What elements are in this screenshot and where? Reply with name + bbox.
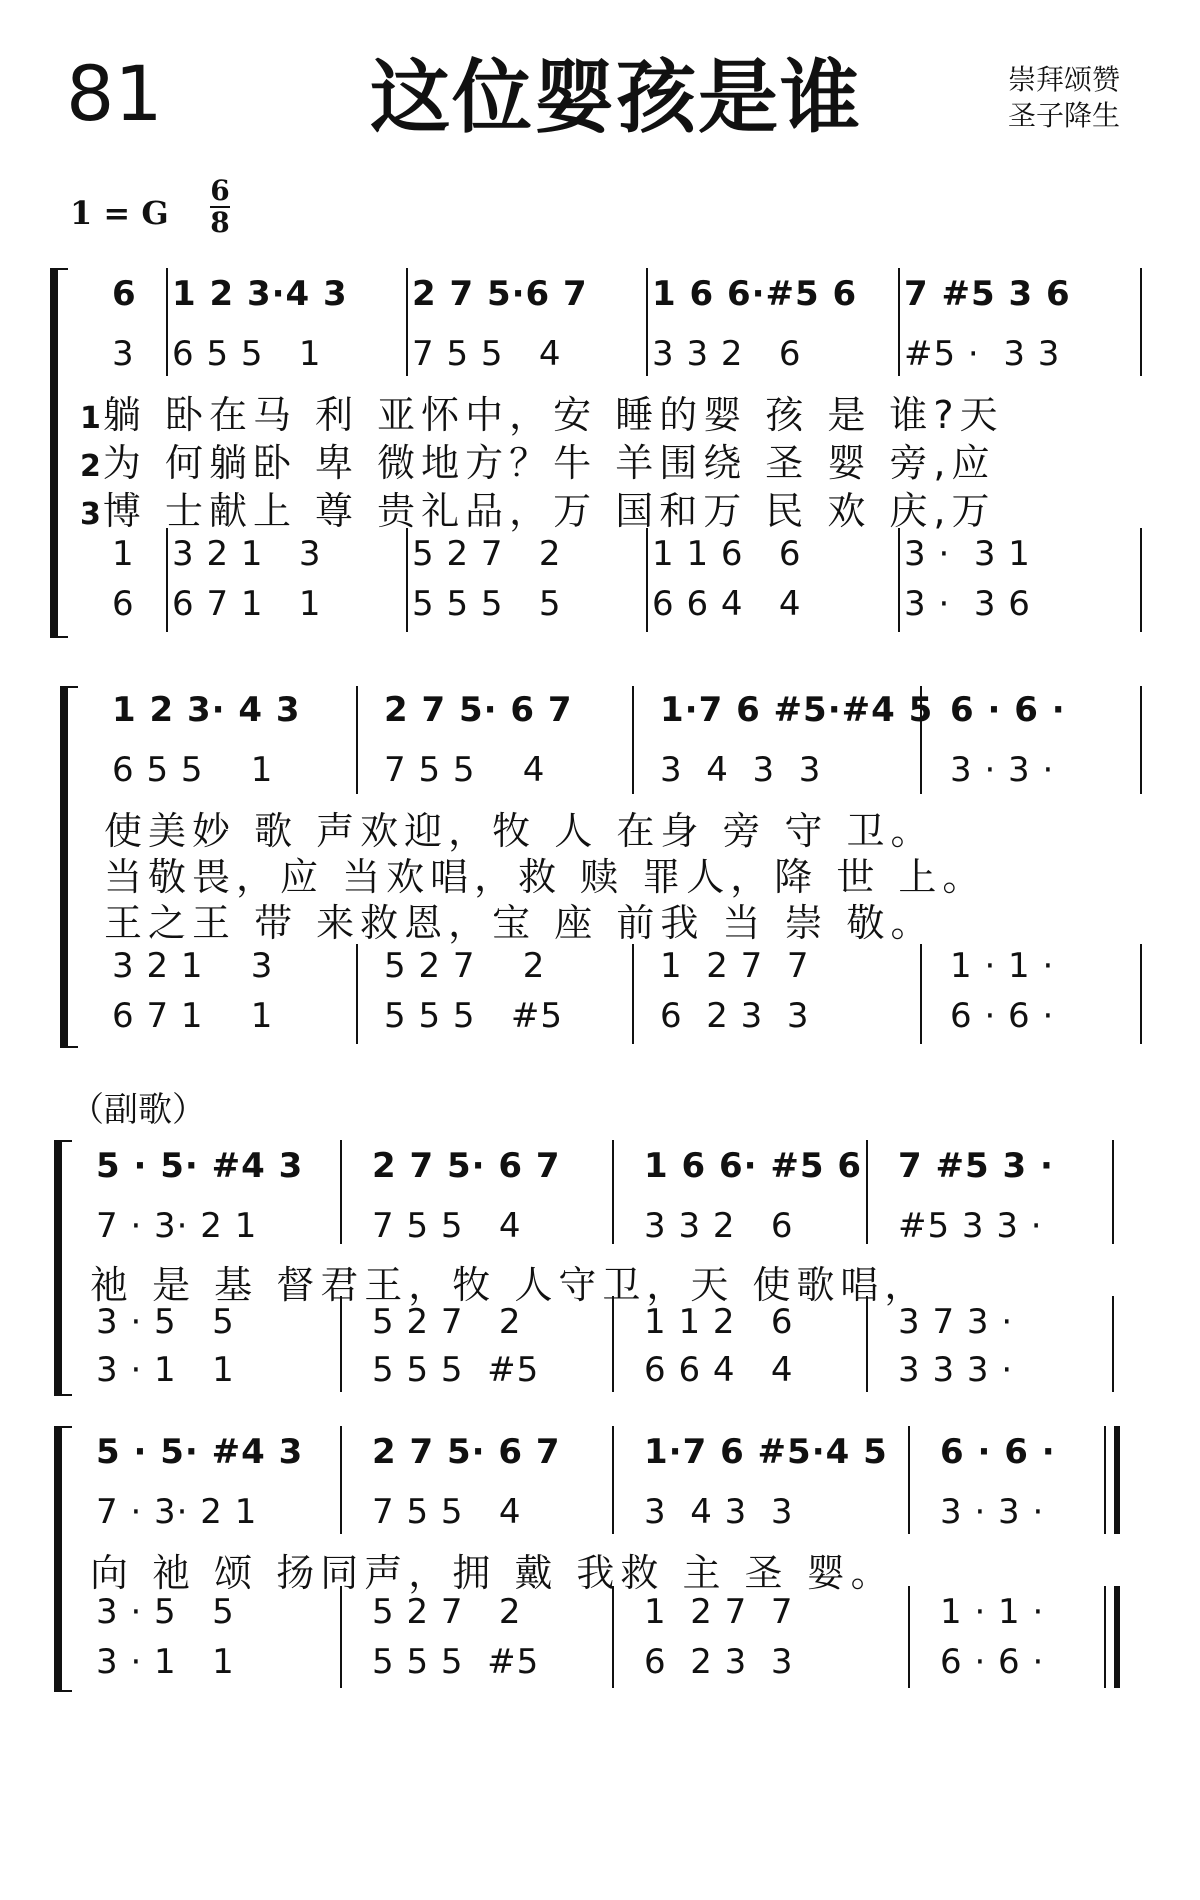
lyric-verse-3 — [104, 892, 935, 947]
time-signature-bottom: 8 — [210, 206, 230, 239]
measure: 6 — [112, 584, 135, 624]
category-line-2: 圣子降生 — [1008, 99, 1121, 132]
measure: 3 · 3 · — [950, 750, 1055, 790]
measure: 7 5 5 4 — [412, 334, 562, 374]
measure: 1 — [112, 534, 135, 574]
measure: 1 1 2 6 — [644, 1302, 794, 1342]
soprano-part — [96, 1432, 1120, 1472]
measure: 6 · 6 · — [950, 690, 1066, 730]
lyric-text: 博 士献上 尊 贵礼品，万 国和万 民 欢 庆,万 — [102, 489, 996, 533]
measure: 1 · 1 · — [940, 1592, 1045, 1632]
bass-part — [112, 584, 1144, 624]
bass-part — [112, 996, 1150, 1036]
measure: 1 2 7 7 — [660, 946, 810, 986]
lyric-text: 向 祂 颂 扬同声，拥 戴 我救 主 圣 婴。 — [90, 1551, 895, 1595]
measure: 6 · 6 · — [950, 996, 1055, 1036]
measure: 3 3 2 6 — [652, 334, 802, 374]
measure: 7 · 3· 2 1 — [96, 1206, 258, 1246]
lyric-chorus — [90, 1254, 928, 1309]
system-brace — [60, 686, 78, 1048]
measure: 1·7 6 #5·#4 5 — [660, 690, 934, 730]
measure: 7 · 3· 2 1 — [96, 1492, 258, 1532]
tenor-part — [96, 1302, 1128, 1342]
lyric-text: 为 何躺卧 卑 微地方？牛 羊围绕 圣 婴 旁,应 — [102, 441, 996, 485]
measure: 1 2 3· 4 3 — [112, 690, 301, 730]
measure: 1 6 6·#5 6 — [652, 274, 858, 314]
measure: 3 4 3 3 — [644, 1492, 794, 1532]
system-brace — [54, 1426, 72, 1692]
measure: 6 7 1 1 — [172, 584, 322, 624]
measure: 3 — [112, 334, 135, 374]
time-signature — [208, 176, 232, 238]
measure: 5 · 5· #4 3 — [96, 1432, 304, 1472]
system-brace — [50, 268, 68, 638]
lyric-verse-1 — [80, 384, 1004, 439]
measure: 3 2 1 3 — [112, 946, 274, 986]
measure: 3 · 5 5 — [96, 1592, 235, 1632]
lyric-verse-2 — [80, 432, 996, 487]
verse-number: 2 — [80, 449, 101, 484]
measure: #5 · 3 3 — [904, 334, 1061, 374]
measure: #5 3 3 · — [898, 1206, 1043, 1246]
measure: 7 #5 3 · — [898, 1146, 1054, 1186]
system-brace — [54, 1140, 72, 1396]
measure: 3 3 3 · — [898, 1350, 1014, 1390]
measure: 5 2 7 2 — [384, 946, 546, 986]
measure: 7 #5 3 6 — [904, 274, 1071, 314]
measure: 6 · 6 · — [940, 1642, 1045, 1682]
lyric-text: 祂 是 基 督君王，牧 人守卫，天 使歌唱， — [90, 1263, 929, 1307]
measure: 3 · 3 1 — [904, 534, 1031, 574]
measure: 5 5 5 #5 — [372, 1350, 540, 1390]
measure: 5 2 7 2 — [372, 1302, 522, 1342]
measure: 3 · 3 · — [940, 1492, 1045, 1532]
measure: 1·7 6 #5·4 5 — [644, 1432, 888, 1472]
measure: 6 7 1 1 — [112, 996, 274, 1036]
measure: 3 · 5 5 — [96, 1302, 235, 1342]
measure: 3 7 3 · — [898, 1302, 1014, 1342]
measure: 5 5 5 #5 — [372, 1642, 540, 1682]
tenor-part — [112, 534, 1144, 574]
chorus-label: （副歌） — [70, 1090, 206, 1130]
measure: 6 — [112, 274, 137, 314]
lyric-text: 使美妙 歌 声欢迎，牧 人 在身 旁 守 卫。 — [104, 809, 935, 853]
measure: 6 5 5 1 — [172, 334, 322, 374]
tenor-part — [96, 1592, 1120, 1632]
category-line-1: 崇拜颂赞 — [1008, 63, 1121, 96]
lyric-chorus — [90, 1542, 895, 1597]
measure: 6 6 4 4 — [644, 1350, 794, 1390]
measure: 5 2 7 2 — [372, 1592, 522, 1632]
verse-number: 3 — [80, 497, 101, 532]
measure: 1 1 6 6 — [652, 534, 802, 574]
measure: 1 · 1 · — [950, 946, 1055, 986]
bass-part — [96, 1350, 1128, 1390]
alto-part — [96, 1206, 1128, 1246]
measure: 2 7 5· 6 7 — [372, 1146, 561, 1186]
soprano-part — [112, 274, 1144, 314]
bass-part — [96, 1642, 1120, 1682]
measure: 6 2 3 3 — [644, 1642, 794, 1682]
lyric-text: 躺 卧在马 利 亚怀中，安 睡的婴 孩 是 谁?天 — [102, 393, 1004, 437]
measure: 7 5 5 4 — [384, 750, 546, 790]
measure: 3 3 2 6 — [644, 1206, 794, 1246]
hymn-category — [1008, 62, 1120, 134]
lyric-verse-3 — [80, 480, 996, 535]
measure: 7 5 5 4 — [372, 1206, 522, 1246]
hymn-number: 81 — [66, 49, 163, 138]
measure: 3 · 3 6 — [904, 584, 1031, 624]
key-signature: 1 = G — [70, 194, 169, 232]
soprano-part — [112, 690, 1150, 730]
measure: 7 5 5 4 — [372, 1492, 522, 1532]
measure: 6 5 5 1 — [112, 750, 274, 790]
alto-part — [96, 1492, 1120, 1532]
measure: 3 2 1 3 — [172, 534, 322, 574]
measure: 6 2 3 3 — [660, 996, 810, 1036]
measure: 5 5 5 5 — [412, 584, 562, 624]
measure: 1 2 7 7 — [644, 1592, 794, 1632]
measure: 3 · 1 1 — [96, 1642, 235, 1682]
measure: 1 6 6· #5 6 — [644, 1146, 863, 1186]
lyric-text: 王之王 带 来救恩，宝 座 前我 当 崇 敬。 — [104, 901, 935, 945]
measure: 2 7 5· 6 7 — [372, 1432, 561, 1472]
alto-part — [112, 334, 1144, 374]
measure: 6 · 6 · — [940, 1432, 1056, 1472]
measure: 5 · 5· #4 3 — [96, 1146, 304, 1186]
measure: 1 2 3·4 3 — [172, 274, 348, 314]
hymn-title: 这位婴孩是谁 — [370, 51, 862, 144]
soprano-part — [96, 1146, 1128, 1186]
measure: 2 7 5·6 7 — [412, 274, 588, 314]
measure: 2 7 5· 6 7 — [384, 690, 573, 730]
measure: 5 2 7 2 — [412, 534, 562, 574]
verse-number: 1 — [80, 401, 101, 436]
measure: 6 6 4 4 — [652, 584, 802, 624]
lyric-text: 当敬畏，应 当欢唱，救 赎 罪人，降 世 上。 — [104, 855, 987, 899]
measure: 3 · 1 1 — [96, 1350, 235, 1390]
measure: 3 4 3 3 — [660, 750, 822, 790]
tenor-part — [112, 946, 1150, 986]
measure: 5 5 5 #5 — [384, 996, 564, 1036]
alto-part — [112, 750, 1150, 790]
time-signature-top: 6 — [210, 174, 230, 207]
